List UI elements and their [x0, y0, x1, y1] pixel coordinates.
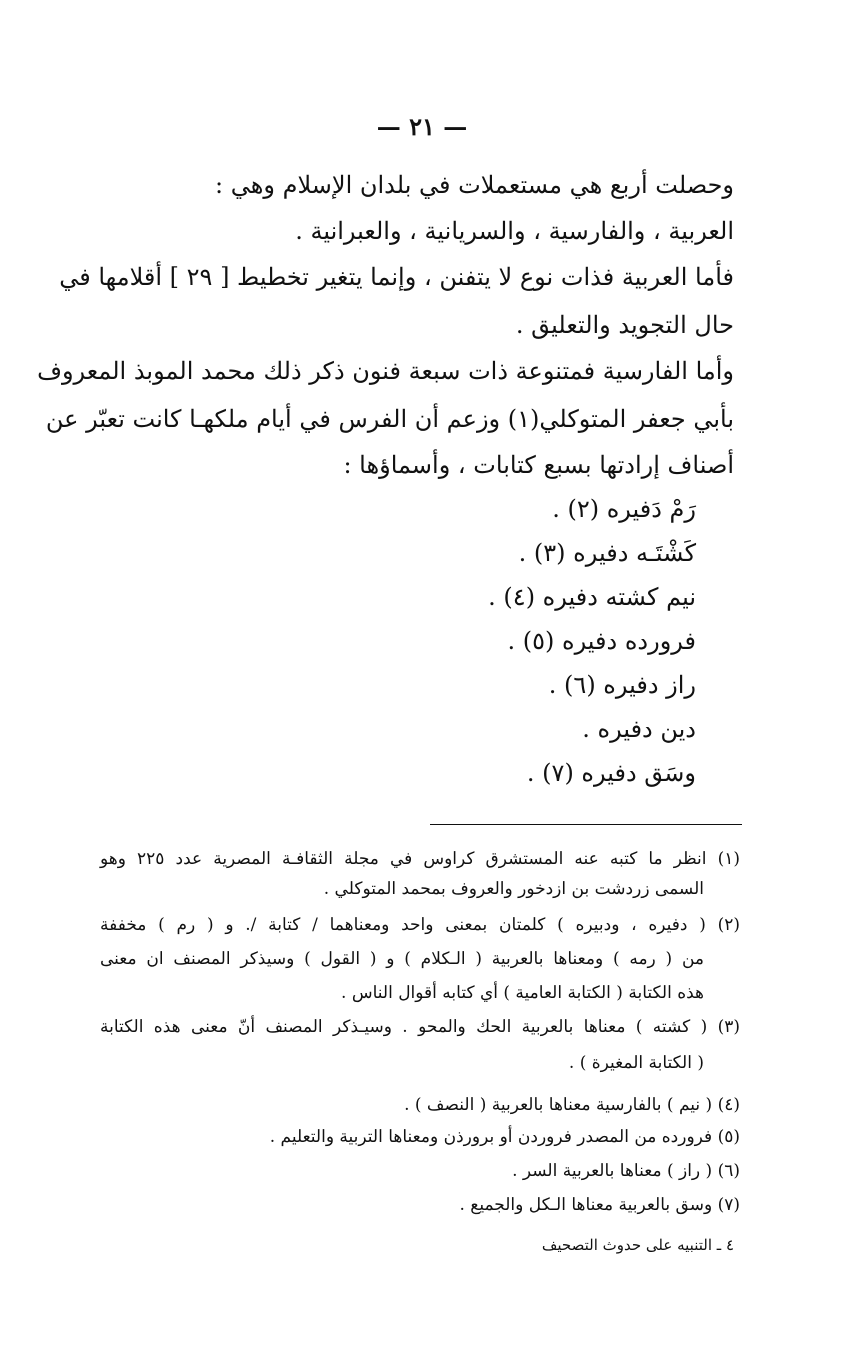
script-list-item: راز دفيره (٦) .	[548, 671, 696, 699]
footnote-line: (٤) ( نيم ) بالفارسية معناها بالعربية ( النصف ) .	[404, 1095, 740, 1115]
footnote-line: (٧) وسق بالعربية معناها الـكل والجميع .	[459, 1195, 740, 1215]
script-list-item: فرورده دفيره (٥) .	[507, 627, 696, 655]
body-line: وحصلت أربع هي مستعملات في بلدان الإسلام وهي :	[215, 171, 734, 199]
footnote-line: (٣) ( كشته ) معناها بالعربية الحك والمحو . وسيـذكر المصنف أنّ معنى هذه الكتابة	[100, 1017, 740, 1037]
footnote-line: (٢) ( دفيره ، ودبيره ) كلمتان بمعنى واحد ومعناهما / كتابة /. و ( رم ) مخففة	[100, 915, 740, 935]
footnote-separator	[430, 824, 742, 825]
footnote-line: (٥) فرورده من المصدر فروردن أو برورذن ومعناها التربية والتعليم .	[269, 1127, 740, 1147]
body-line: حال التجويد والتعليق .	[515, 311, 734, 339]
script-list-item: نيم كشته دفيره (٤) .	[488, 583, 696, 611]
footnote-line: السمى زردشت بن ازدخور والعروف بمحمد المتوكلي .	[323, 879, 704, 899]
body-line: أصناف إرادتها بسبع كتابات ، وأسماؤها :	[343, 451, 734, 479]
body-line: وأما الفارسية فمتنوعة ذات سبعة فنون ذكر ذلك محمد الموبذ المعروف	[37, 357, 734, 385]
footnote-line: هذه الكتابة ( الكتابة العامية ) أي كتابه أقوال الناس .	[341, 983, 704, 1003]
script-list-item: رَمْ دَفيره (٢) .	[552, 495, 696, 523]
page-signature: ٤ ـ التنبيه على حدوث التصحيف	[541, 1236, 734, 1254]
page-number: — ٢١ —	[376, 112, 468, 141]
script-list-item: دين دفيره .	[582, 715, 696, 743]
body-line: بأبي جعفر المتوكلي(١) وزعم أن الفرس في أيام ملكهـا كانت تعبّر عن	[45, 405, 734, 433]
footnote-line: من ( رمه ) ومعناها بالعربية ( الـكلام ) و ( القول ) وسيذكر المصنف ان معنى	[100, 949, 704, 969]
footnote-line: (٦) ( راز ) معناها بالعربية السر .	[512, 1161, 740, 1181]
script-list-item: كَشْتَـه دفيره (٣) .	[518, 539, 696, 567]
footnote-line: ( الكتابة المغيرة ) .	[568, 1053, 704, 1073]
footnote-line: (١) انظر ما كتبه عنه المستشرق كراوس في مجلة الثقافـة المصرية عدد ٢٢٥ وهو	[100, 849, 740, 869]
body-line: فأما العربية فذات نوع لا يتفنن ، وإنما يتغير تخطيط [ ٢٩ ] أقلامها في	[59, 263, 734, 291]
body-line: العربية ، والفارسية ، والسريانية ، والعبرانية .	[295, 217, 734, 245]
script-list-item: وسَق دفيره (٧) .	[526, 759, 696, 787]
